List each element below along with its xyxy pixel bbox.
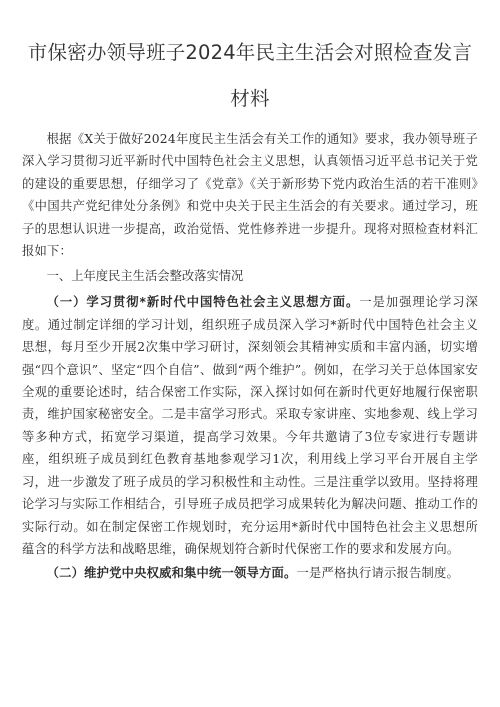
subsection-1 bbox=[22, 291, 478, 560]
subsection-2-body: 一是严格执行请示报告制度。 bbox=[296, 566, 460, 581]
section-heading-1: 一、上年度民主生活会整改落实情况 bbox=[46, 269, 244, 284]
subsection-2-heading: （二）维护党中央权威和集中统一领导方面。 bbox=[46, 566, 297, 581]
subsection-2 bbox=[22, 562, 478, 584]
document-title: 市保密办领导班子2024年民主生活会对照检查发言材料 bbox=[27, 41, 473, 110]
subsection-1-heading: （一）学习贯彻*新时代中国特色社会主义思想方面。 bbox=[46, 295, 360, 310]
subsection-1-body: 一是加强理论学习深度。通过制定详细的学习计划，组织班子成员深入学习*新时代中国特色社会主义思想，每月至少开展2次集中学习研讨，深刻领会其精神实质和丰富内涵，切实增强“四个意识”、坚定“四个自信”、做到“两个维护”。例如，在学习关于总体国家安全观的重要论述时，结合保密工作实际，深入探讨如何在新时代更好地履行保密职责，维护国家秘密安全。二是丰富学习形式。采取专家讲座、实地参观、线上学习等多种方式，拓宽学习渠道，提高学习效果。今年共邀请了3位专家进行专题讲座，组织班子成员到红色教育基地参观学习1次，利用线上学习平台开展自主学习，进一步激发了班子成员的学习积极性和主动性。三是注重学以致用。坚持将理论学习与实际工作相结合，引导班子成员把学习成果转化为解决问题、推动工作的实际行动。如在制定保密工作规划时，充分运用*新时代中国特色社会主义思想所蕴含的科学方法和战略思维，确保规划符合新时代保密工作的要求和发展方向。 bbox=[22, 295, 478, 556]
intro-paragraph: 根据《X关于做好2024年度民主生活会有关工作的通知》要求，我办领导班子深入学习贯彻习近平新时代中国特色社会主义思想，认真领悟习近平总书记关于党的建设的重要思想，仔细学习了《党章》《关于新形势下党内政治生活的若干准则》《中国共产党纪律处分条例》和党中央关于民主生活会的有关要求。通过学习，班子的思想认识进一步提高，政治觉悟、党性修养进一步提升。现将对照检查材料汇报如下： bbox=[22, 132, 478, 259]
